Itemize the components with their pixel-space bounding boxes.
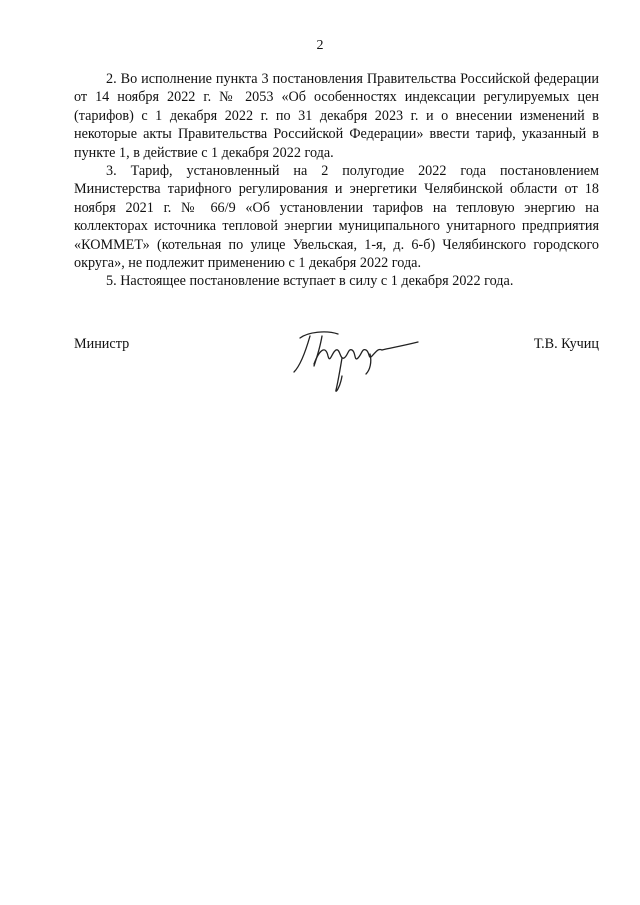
signatory-title: Министр — [74, 336, 130, 352]
handwritten-signature — [286, 326, 426, 396]
document-body — [74, 70, 599, 291]
signatory-name: Т.В. Кучиц — [533, 336, 599, 352]
paragraph-2: 2. Во исполнение пункта 3 постановления Правительства Российской федерации от 14 ноября 2022 г. № 2053 «Об особенностях индексации регулируемых цен (тарифов) с 1 декабря 2022 г. по 31 декабря 2023 г. и о внесении изменений в некоторые акты Правительства Российской Федерации» ввести тариф, указанный в пункте 1, в действие с 1 декабря 2022 года. — [74, 71, 599, 161]
page-number: 2 — [316, 38, 324, 53]
paragraph-3: 3. Тариф, установленный на 2 полугодие 2022 года постановлением Министерства тарифного регулирования и энергетики Челябинской области от 18 ноября 2021 г. № 66/9 «Об установлении тарифов на тепловую энергию на коллекторах источника тепловой энергии муниципального унитарного предприятия «КОММЕТ» (котельная по улице Увельская, 1-я, д. 6-б) Челябинского городского округа», не подлежит применению с 1 декабря 2022 года. — [74, 163, 599, 272]
paragraph-5: 5. Настоящее постановление вступает в силу с 1 декабря 2022 года. — [106, 273, 514, 290]
signature-block — [74, 326, 599, 416]
